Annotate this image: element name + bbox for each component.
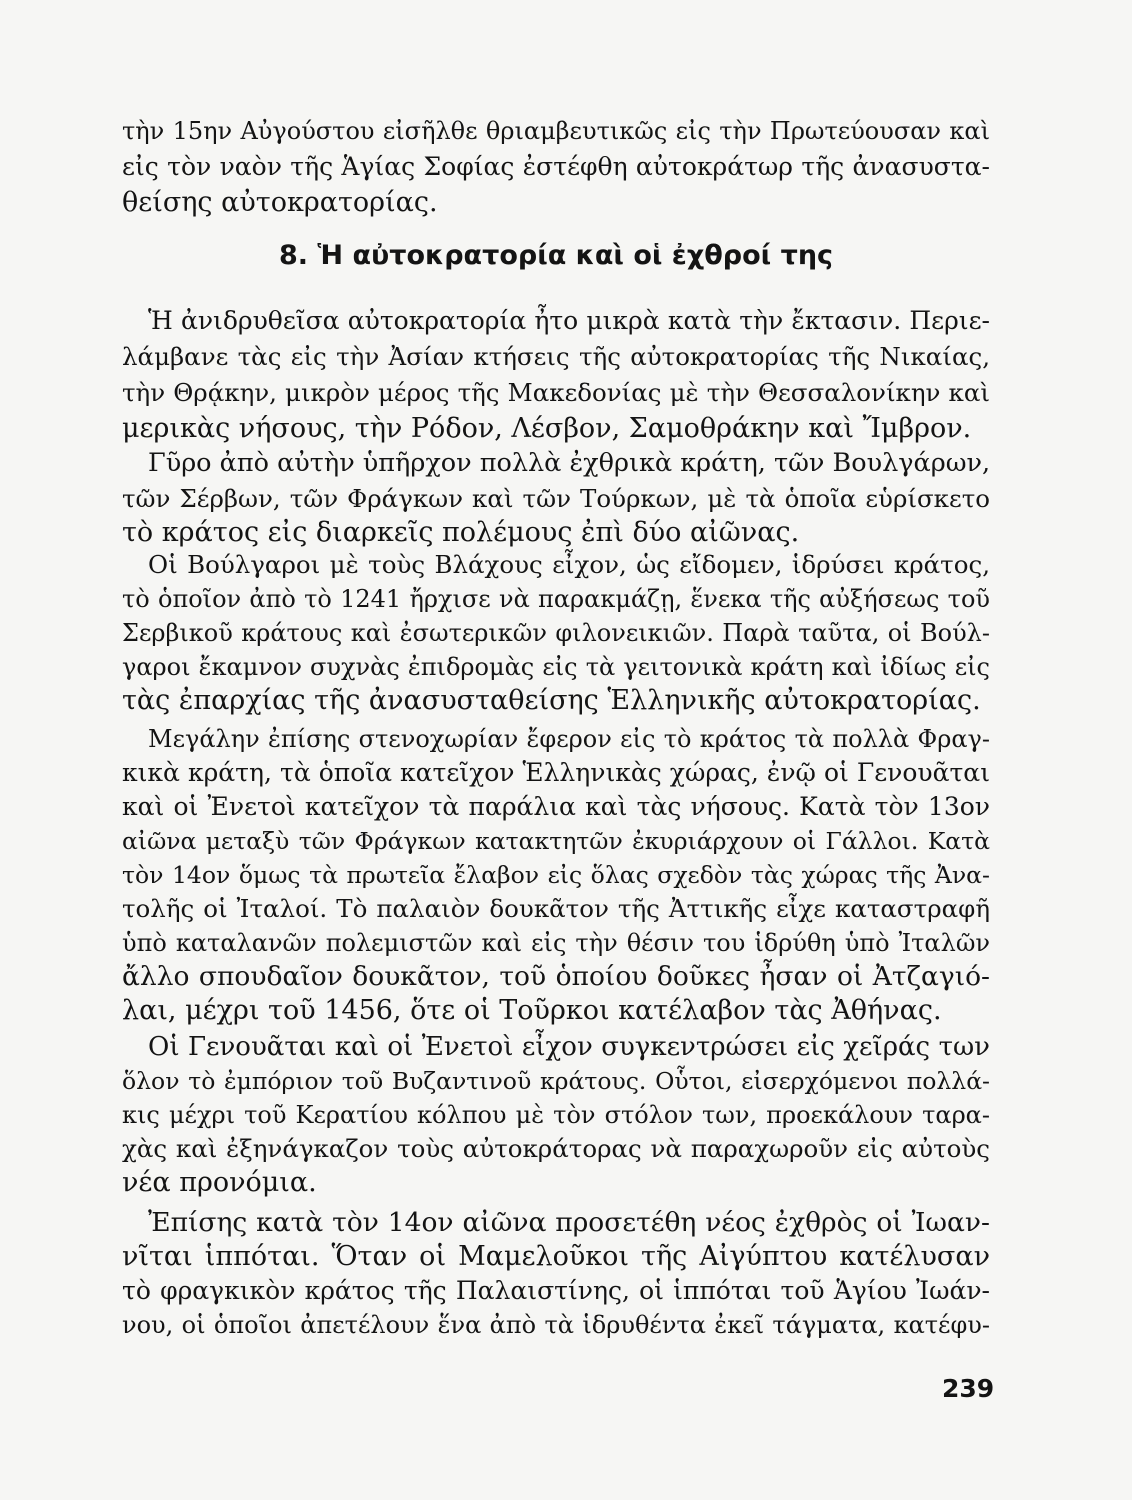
text-line: αἰῶνα μεταξὺ τῶν Φράγκων κατακτητῶν ἐκυριάρχουν οἱ Γάλλοι. Κατὰ <box>122 827 990 855</box>
text-line: λάμβανε τὰς εἰς τὴν Ἀσίαν κτήσεις τῆς αὐτοκρατορίας τῆς Νικαίας, <box>122 342 990 371</box>
text-line: μερικὰς νήσους, τὴν Ρόδον, Λέσβον, Σαμοθράκην καὶ Ἴμβρον. <box>122 413 972 444</box>
text-line: τὴν Θρᾴκην, μικρὸν μέρος τῆς Μακεδονίας μὲ τὴν Θεσσαλονίκην καὶ <box>122 378 990 407</box>
text-line: τὸ κράτος εἰς διαρκεῖς πολέμους ἐπὶ δύο αἰῶνας. <box>122 517 800 548</box>
text-line: τὸ φραγκικὸν κράτος τῆς Παλαιστίνης, οἱ ἱππόται τοῦ Ἁγίου Ἰωάν- <box>122 1276 990 1305</box>
text-line: Γῦρο ἀπὸ αὐτὴν ὑπῆρχον πολλὰ ἐχθρικὰ κράτη, τῶν Βουλγάρων, <box>148 448 991 478</box>
text-line: Οἱ Γενουᾶται καὶ οἱ Ἐνετοὶ εἶχον συγκεντρώσει εἰς χεῖράς των <box>148 1032 990 1062</box>
text-line: ὅλον τὸ ἐμπόριον τοῦ Βυζαντινοῦ κράτους. Οὗτοι, εἰσερχόμενοι πολλά- <box>122 1067 990 1095</box>
text-line: τὸ ὁποῖον ἀπὸ τὸ 1241 ἤρχισε νὰ παρακμάζῃ, ἕνεκα τῆς αὐξήσεως τοῦ <box>122 585 990 613</box>
text-line: τὰς ἐπαρχίας τῆς ἀνασυσταθείσης Ἑλληνικῆς αὐτοκρατορίας. <box>122 685 981 716</box>
text-line: νέα προνόμια. <box>122 1167 317 1198</box>
text-line: τολῆς οἱ Ἰταλοί. Τὸ παλαιὸν δουκᾶτον τῆς Ἀττικῆς εἶχε καταστραφῆ <box>122 894 990 923</box>
text-line: γαροι ἔκαμνον συχνὰς ἐπιδρομὰς εἰς τὰ γειτονικὰ κράτη καὶ ἰδίως εἰς <box>122 653 990 681</box>
text-line: καὶ οἱ Ἐνετοὶ κατεῖχον τὰ παράλια καὶ τὰς νήσους. Κατὰ τὸν 13ον <box>122 792 990 821</box>
text-line: νου, οἱ ὁποῖοι ἀπετέλουν ἕνα ἀπὸ τὰ ἱδρυθέντα ἐκεῖ τάγματα, κατέφυ- <box>122 1311 990 1339</box>
text-line: τῶν Σέρβων, τῶν Φράγκων καὶ τῶν Τούρκων, μὲ τὰ ὁποῖα εὑρίσκετο <box>122 484 990 513</box>
text-line: τὴν 15ην Αὐγούστου εἰσῆλθε θριαμβευτικῶς εἰς τὴν Πρωτεύουσαν καὶ <box>122 117 990 145</box>
text-line: θείσης αὐτοκρατορίας. <box>122 187 438 218</box>
text-line: κις μέχρι τοῦ Κερατίου κόλπου μὲ τὸν στόλον των, προεκάλουν ταρα- <box>122 1101 990 1129</box>
text-line: ὑπὸ καταλανῶν πολεμιστῶν καὶ εἰς τὴν θέσιν του ἱδρύθη ὑπὸ Ἰταλῶν <box>122 929 990 957</box>
text-line: Σερβικοῦ κράτους καὶ ἐσωτερικῶν φιλονεικιῶν. Παρὰ ταῦτα, οἱ Βούλ- <box>122 619 990 647</box>
text-line: χὰς καὶ ἐξηνάγκαζον τοὺς αὐτοκράτορας νὰ παραχωροῦν εἰς αὐτοὺς <box>122 1134 990 1163</box>
text-line: εἰς τὸν ναὸν τῆς Ἁγίας Σοφίας ἐστέφθη αὐτοκράτωρ τῆς ἀνασυστα- <box>122 152 990 181</box>
text-line: ἄλλο σπουδαῖον δουκᾶτον, τοῦ ὁποίου δοῦκες ἦσαν οἱ Ἀτζαγιό- <box>122 961 990 992</box>
page-number: 239 <box>942 1374 995 1403</box>
text-line: κικὰ κράτη, τὰ ὁποῖα κατεῖχον Ἑλληνικὰς χώρας, ἐνῷ οἱ Γενουᾶται <box>122 758 990 787</box>
text-line: Μεγάλην ἐπίσης στενοχωρίαν ἔφερον εἰς τὸ κράτος τὰ πολλὰ Φραγ- <box>148 725 990 753</box>
text-line: λαι, μέχρι τοῦ 1456, ὅτε οἱ Τοῦρκοι κατέλαβον τὰς Ἀθήνας. <box>122 995 942 1026</box>
text-line: Οἱ Βούλγαροι μὲ τοὺς Βλάχους εἶχον, ὡς εἴδομεν, ἱδρύσει κράτος, <box>148 550 990 579</box>
text-line: τὸν 14ον ὅμως τὰ πρωτεῖα ἔλαβον εἰς ὅλας σχεδὸν τὰς χώρας τῆς Ἀνα- <box>122 861 990 889</box>
text-line: νῖται ἱππόται. Ὅταν οἱ Μαμελοῦκοι τῆς Αἰγύπτου κατέλυσαν <box>122 1241 990 1272</box>
text-line: Ἐπίσης κατὰ τὸν 14ον αἰῶνα προσετέθη νέος ἐχθρὸς οἱ Ἰωαν- <box>148 1207 990 1238</box>
section-heading: 8. Ἡ αὐτοκρατορία καὶ οἱ ἐχθροί της <box>278 240 834 271</box>
text-line: Ἡ ἀνιδρυθεῖσα αὐτοκρατορία ἦτο μικρὰ κατὰ τὴν ἔκτασιν. Περιε- <box>148 306 990 335</box>
